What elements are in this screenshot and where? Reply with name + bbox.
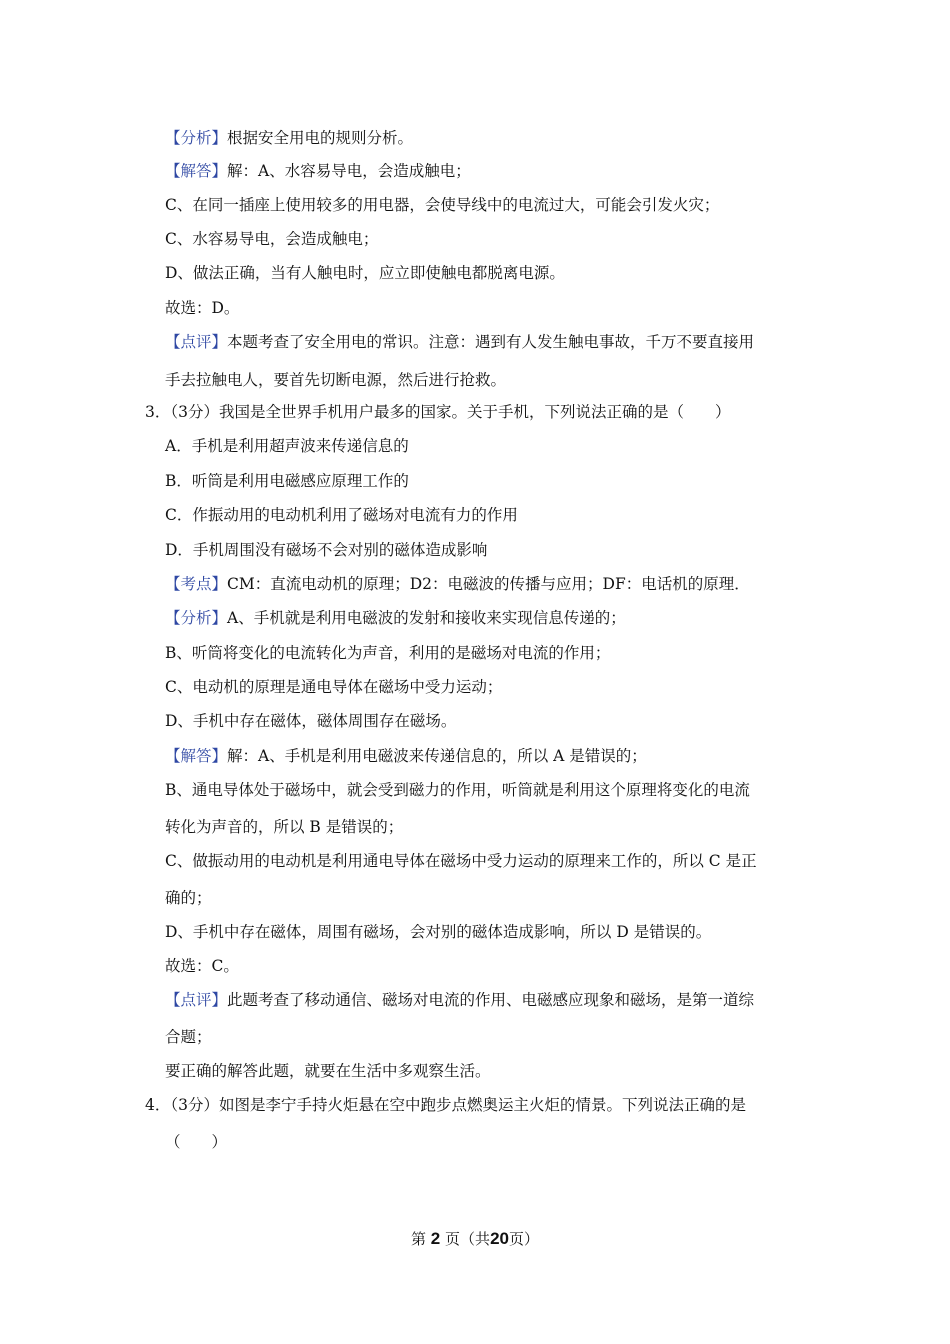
page-number: 2	[430, 1229, 441, 1248]
comment-tag: 【点评】	[165, 991, 228, 1009]
q2-answer-line: 【解答】解：A、水容易导电，会造成触电；	[165, 162, 471, 180]
answer-tag: 【解答】	[165, 162, 228, 180]
analysis-tag: 【分析】	[165, 129, 228, 147]
q4-stem: 4．（3分）如图是李宁手持火炬悬在空中跑步点燃奥运主火炬的情景。下列说法正确的是	[145, 1096, 746, 1114]
q3-kaodian: 【考点】CM：直流电动机的原理；D2：电磁波的传播与应用；DF：电话机的原理．	[165, 575, 750, 593]
q2-answer-line: D、做法正确，当有人触电时，应立即使触电都脱离电源。	[165, 264, 565, 282]
q2-answer-line: 故选：D。	[165, 299, 240, 317]
q2-comment-line: 手去拉触电人，要首先切断电源，然后进行抢救。	[165, 371, 507, 389]
q3-analysis: 【分析】A、手机就是利用电磁波的发射和接收来实现信息传递的；	[165, 609, 626, 627]
q3-answer: 【解答】解：A、手机是利用电磁波来传递信息的，所以 A 是错误的；	[165, 747, 647, 765]
analysis-tag: 【分析】	[165, 609, 228, 627]
q3-comment: 【点评】此题考查了移动通信、磁场对电流的作用、电磁感应现象和磁场，是第一道综	[165, 991, 755, 1009]
q3-answer-line: C、做振动用的电动机是利用通电导体在磁场中受力运动的原理来工作的，所以 C 是正	[165, 852, 757, 870]
q2-answer-line: C、水容易导电，会造成触电；	[165, 230, 379, 248]
q3-comment-line: 合题；	[165, 1028, 212, 1046]
q2-comment: 【点评】本题考查了安全用电的常识。注意：遇到有人发生触电事故，千万不要直接用	[165, 333, 755, 351]
q2-analysis: 【分析】根据安全用电的规则分析。	[165, 129, 414, 147]
q3-answer-line: 故选：C。	[165, 957, 239, 975]
kaodian-tag: 【考点】	[165, 575, 228, 593]
q3-option-d: D．手机周围没有磁场不会对别的磁体造成影响	[165, 541, 488, 559]
q3-answer-line: 确的；	[165, 889, 212, 907]
q3-analysis-line: B、听筒将变化的电流转化为声音，利用的是磁场对电流的作用；	[165, 644, 611, 662]
q3-answer-line: B、通电导体处于磁场中，就会受到磁力的作用，听筒就是利用这个原理将变化的电流	[165, 781, 750, 799]
q2-answer-line: C、在同一插座上使用较多的用电器，会使导线中的电流过大，可能会引发火灾；	[165, 196, 720, 214]
q3-analysis-line: C、电动机的原理是通电导体在磁场中受力运动；	[165, 678, 503, 696]
q3-answer-line: D、手机中存在磁体，周围有磁场，会对别的磁体造成影响，所以 D 是错误的。	[165, 923, 712, 941]
q4-stem-line: （ ）	[165, 1133, 228, 1151]
q3-option-a: A．手机是利用超声波来传递信息的	[165, 437, 409, 455]
q3-comment-line: 要正确的解答此题，就要在生活中多观察生活。	[165, 1062, 491, 1080]
page-total: 20	[490, 1229, 509, 1248]
q3-option-c: C．作振动用的电动机利用了磁场对电流有力的作用	[165, 506, 518, 524]
answer-tag: 【解答】	[165, 747, 228, 765]
page-footer: 第 2 页（共20页）	[411, 1229, 539, 1248]
comment-tag: 【点评】	[165, 333, 228, 351]
q3-option-b: B．听筒是利用电磁感应原理工作的	[165, 472, 409, 490]
q3-analysis-line: D、手机中存在磁体，磁体周围存在磁场。	[165, 712, 457, 730]
q3-answer-line: 转化为声音的，所以 B 是错误的；	[165, 818, 404, 836]
q3-stem: 3．（3分）我国是全世界手机用户最多的国家。关于手机，下列说法正确的是（ ）	[145, 403, 731, 421]
